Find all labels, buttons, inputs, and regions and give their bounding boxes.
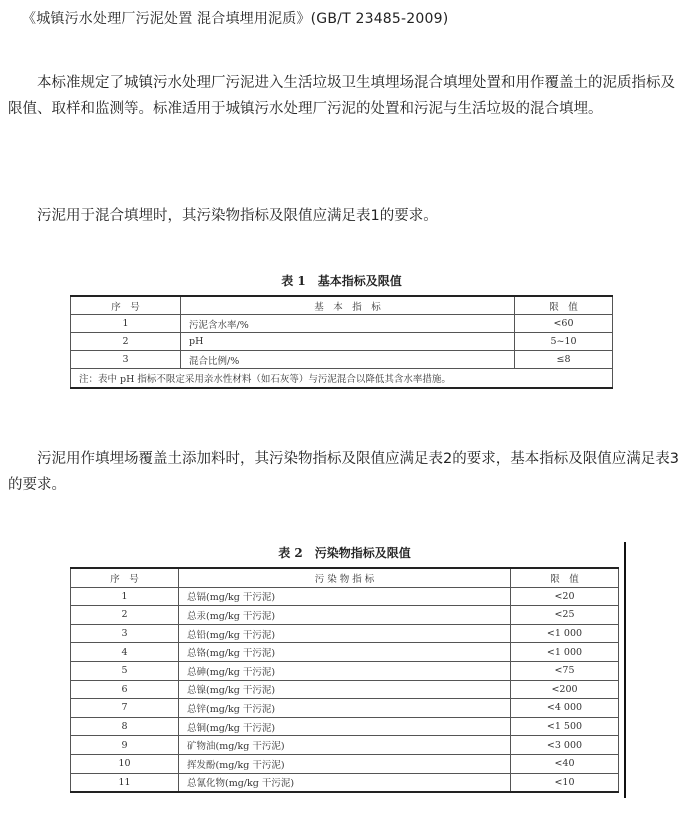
table1-note-row: [71, 369, 613, 389]
row-indicator: 挥发酚(mg/kg 干污泥): [179, 754, 511, 773]
table2-block: [70, 544, 619, 793]
row-index: 5: [71, 661, 179, 680]
row-indicator: pH: [181, 333, 515, 351]
row-limit: ≤8: [515, 351, 613, 369]
table2-header-index: 序 号: [71, 568, 179, 587]
row-index: 10: [71, 754, 179, 773]
row-limit: <4 000: [511, 699, 619, 718]
table-row: [71, 624, 619, 643]
table1-reference-paragraph: 污泥用于混合填埋时，其污染物指标及限值应满足表1的要求。: [37, 208, 438, 224]
table-row: [71, 315, 613, 333]
row-indicator: 总锌(mg/kg 干污泥): [179, 699, 511, 718]
row-limit: <200: [511, 680, 619, 699]
intro-paragraph: 本标准规定了城镇污水处理厂污泥进入生活垃圾卫生填埋场混合填埋处置和用作覆盖土的泥质指标及限值、取样和监测等。标准适用于城镇污水处理厂污泥的处置和污泥与生活垃圾的混合填埋。: [8, 75, 675, 117]
table1-header-index: 序 号: [71, 296, 181, 315]
table1-header-row: [71, 296, 613, 315]
table2-reference-paragraph: 污泥用作填埋场覆盖土添加料时，其污染物指标及限值应满足表2的要求，基本指标及限值应满足表3的要求。: [8, 451, 679, 493]
table-row: [71, 754, 619, 773]
row-index: 1: [71, 587, 179, 606]
table1-header-limit: 限 值: [515, 296, 613, 315]
row-indicator: 总汞(mg/kg 干污泥): [179, 606, 511, 625]
table2-header-limit: 限 值: [511, 568, 619, 587]
row-index: 2: [71, 333, 181, 351]
table1: [70, 295, 613, 389]
row-limit: <3 000: [511, 736, 619, 755]
table-row: [71, 606, 619, 625]
row-indicator: 污泥含水率/%: [181, 315, 515, 333]
row-limit: <60: [515, 315, 613, 333]
row-index: 8: [71, 717, 179, 736]
table1-header-indicator: 基 本 指 标: [181, 296, 515, 315]
row-indicator: 矿物油(mg/kg 干污泥): [179, 736, 511, 755]
row-limit: <40: [511, 754, 619, 773]
row-index: 2: [71, 606, 179, 625]
row-index: 6: [71, 680, 179, 699]
row-indicator: 总镉(mg/kg 干污泥): [179, 587, 511, 606]
table2-caption: 表 2 污染物指标及限值: [278, 546, 411, 560]
row-limit: <10: [511, 773, 619, 792]
row-indicator: 总铅(mg/kg 干污泥): [179, 624, 511, 643]
table1-caption: 表 1 基本指标及限值: [281, 274, 402, 288]
row-indicator: 混合比例/%: [181, 351, 515, 369]
row-index: 3: [71, 351, 181, 369]
row-indicator: 总铬(mg/kg 干污泥): [179, 643, 511, 662]
row-index: 7: [71, 699, 179, 718]
table-row: [71, 333, 613, 351]
row-limit: <25: [511, 606, 619, 625]
row-indicator: 总铜(mg/kg 干污泥): [179, 717, 511, 736]
table-row: [71, 643, 619, 662]
row-limit: <1 500: [511, 717, 619, 736]
row-index: 11: [71, 773, 179, 792]
row-limit: 5~10: [515, 333, 613, 351]
row-indicator: 总镍(mg/kg 干污泥): [179, 680, 511, 699]
row-index: 3: [71, 624, 179, 643]
document-title: 《城镇污水处理厂污泥处置 混合填埋用泥质》(GB/T 23485-2009): [22, 11, 449, 27]
table-row: [71, 661, 619, 680]
table1-note: 注：表中 pH 指标不限定采用亲水性材料（如石灰等）与污泥混合以降低其含水率措施。: [71, 369, 613, 389]
table-row: [71, 717, 619, 736]
row-limit: <1 000: [511, 643, 619, 662]
row-index: 9: [71, 736, 179, 755]
row-index: 4: [71, 643, 179, 662]
row-indicator: 总砷(mg/kg 干污泥): [179, 661, 511, 680]
table-row: [71, 736, 619, 755]
table1-block: [70, 272, 613, 389]
table-row: [71, 699, 619, 718]
table-row: [71, 351, 613, 369]
table-row: [71, 587, 619, 606]
row-index: 1: [71, 315, 181, 333]
row-limit: <1 000: [511, 624, 619, 643]
table2: [70, 567, 619, 793]
row-indicator: 总氰化物(mg/kg 干污泥): [179, 773, 511, 792]
table2-header-row: [71, 568, 619, 587]
row-limit: <20: [511, 587, 619, 606]
scan-edge-line: [624, 542, 626, 798]
table-row: [71, 680, 619, 699]
table2-header-indicator: 污 染 物 指 标: [179, 568, 511, 587]
table-row: [71, 773, 619, 792]
row-limit: <75: [511, 661, 619, 680]
